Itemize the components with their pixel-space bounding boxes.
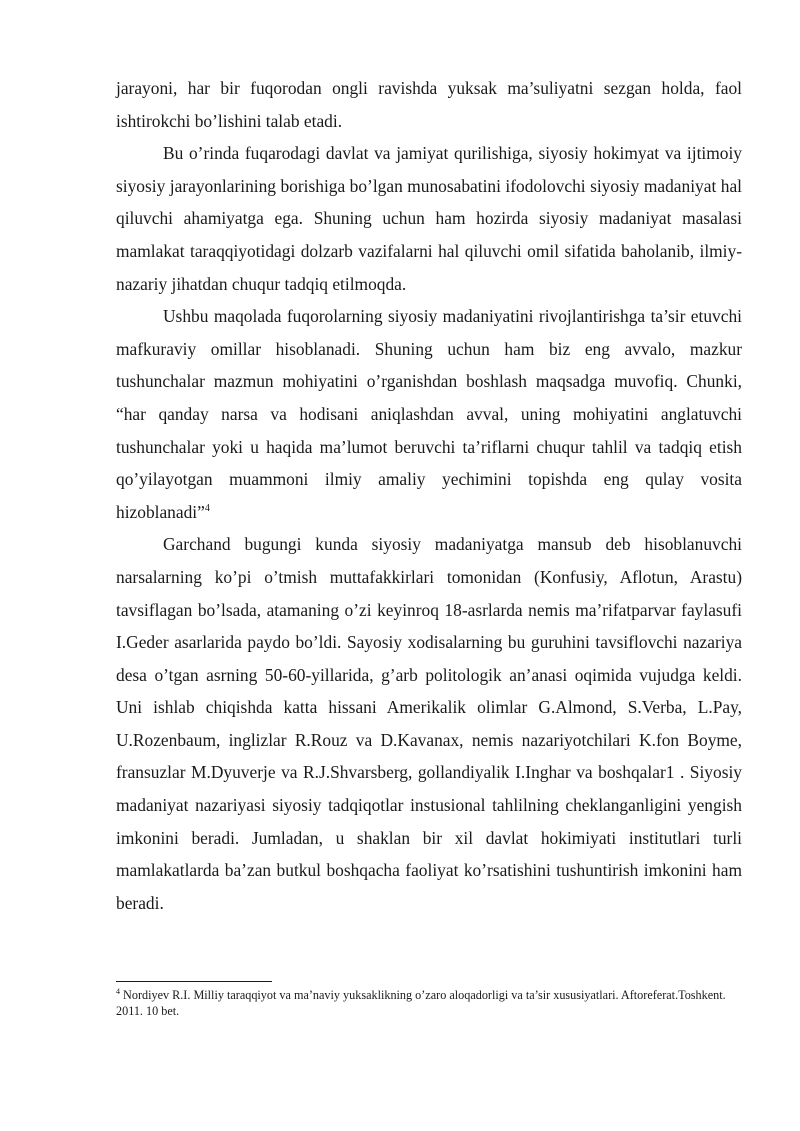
footnote-text: Nordiyev R.I. Milliy taraqqiyot va ma’naviy yuksaklikning o’zaro aloqadorligi va ta’sir xususiyatlari. Aftoreferat.Toshkent. 2011. 10 bet. xyxy=(116,988,726,1018)
footnote-separator xyxy=(116,981,272,982)
paragraph-3 xyxy=(116,300,742,528)
footnote-reference[interactable]: 4 xyxy=(204,502,210,514)
paragraph-2 xyxy=(116,137,742,300)
paragraph-4-text: Garchand bugungi kunda siyosiy madaniyatga mansub deb hisoblanuvchi narsalarning ko’pi o’tmish muttafakkirlari tomonidan (Konfusiy, Aflotun, Arastu) tavsiflagan bo’lsada, atamaning o’zi keyinroq 18-asrlarda nemis ma’rifatparvar faylasufi I.Geder asarlarida paydo bo’ldi. Sayosiy xodisalarning bu guruhini tavsiflovchi nazariya desa o’tgan asrning 50-60-yillarida, g’arb politologik an’anasi oqimida vujudga keldi. Uni ishlab chiqishda katta hissani Amerikalik olimlar G.Almond, S.Verba, L.Pay, U.Rozenbaum, inglizlar R.Rouz va D.Kavanax, nemis nazariyotchilari K.fon Boyme, fransuzlar M.Dyuverje va R.J.Shvarsberg, gollandiyalik I.Inghar va boshqalar1 . Siyosiy madaniyat nazariyasi siyosiy tadqiqotlar instusional tahlilning cheklanganligini yengish imkonini beradi. Jumladan, u shaklan bir xil davlat hokimiyati institutlari turli mamlakatlarda ba’zan butkul boshqacha faoliyat ko’rsatishini tushuntirish imkonini ham beradi. xyxy=(116,534,742,913)
footnote xyxy=(116,987,742,1019)
footnote-number: 4 xyxy=(116,986,120,996)
paragraph-3-text: Ushbu maqolada fuqorolarning siyosiy madaniyatini rivojlantirishga ta’sir etuvchi mafkuraviy omillar hisoblanadi. Shuning uchun ham biz eng avvalo, mazkur tushunchalar mazmun mohiyatini o’rganishdan boshlash maqsadga muvofiq. Chunki, “har qanday narsa va hodisani aniqlashdan avval, uning mohiyatini anglatuvchi tushunchalar yoki u haqida ma’lumot beruvchi ta’riflarni chuqur tahlil va tadqiq etish qo’yilayotgan muammoni ilmiy amaliy yechimini topishda eng qulay vosita hizoblanadi” xyxy=(116,306,742,522)
document-body xyxy=(116,72,742,919)
paragraph-1 xyxy=(116,72,742,137)
paragraph-1-text: jarayoni, har bir fuqorodan ongli ravishda yuksak ma’suliyatni sezgan holda, faol ishtirokchi bo’lishini talab etadi. xyxy=(116,78,742,131)
paragraph-4 xyxy=(116,528,742,919)
paragraph-2-text: Bu o’rinda fuqarodagi davlat va jamiyat qurilishiga, siyosiy hokimyat va ijtimoiy siyosiy jarayonlarining borishiga bo’lgan munosabatini ifodolovchi siyosiy madaniyat hal qiluvchi ahamiyatga ega. Shuning uchun ham hozirda siyosiy madaniyat masalasi mamlakat taraqqiyotidagi dolzarb vazifalarni hal qiluvchi omil sifatida baholanib, ilmiy-nazariy jihatdan chuqur tadqiq etilmoqda. xyxy=(116,143,742,294)
